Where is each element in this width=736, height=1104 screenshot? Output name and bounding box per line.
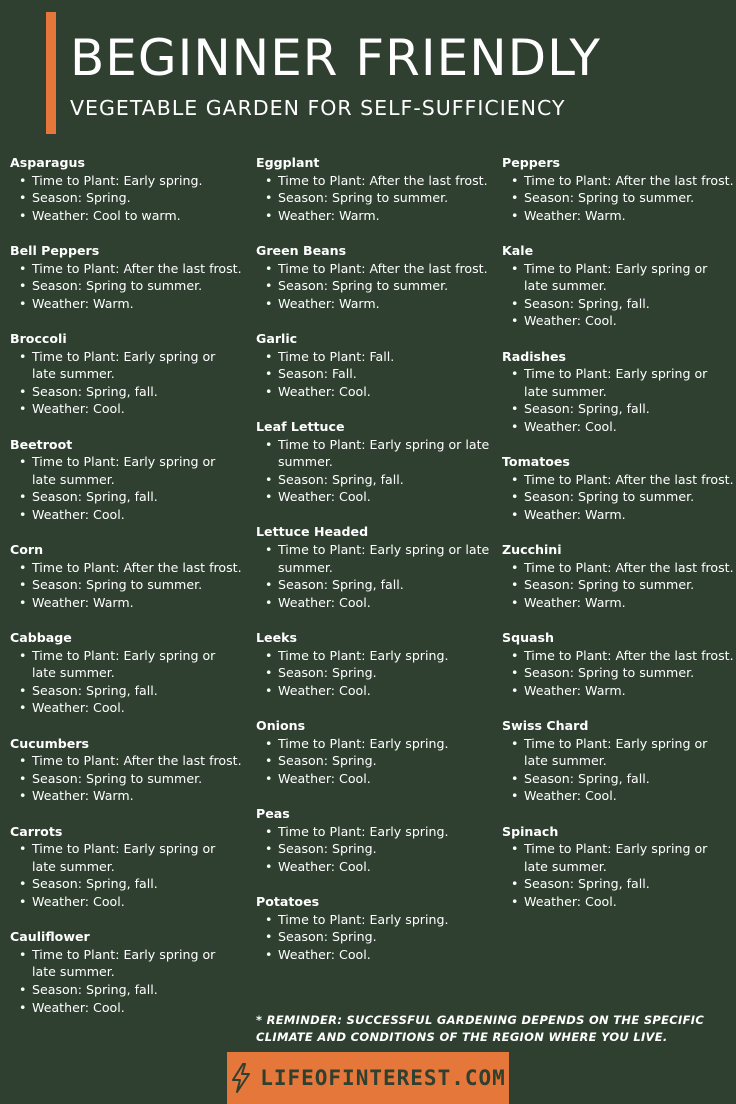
detail-item: • Weather: Cool.	[256, 488, 492, 506]
vegetable-details	[256, 911, 492, 964]
detail-item: • Season: Spring to summer.	[502, 576, 734, 594]
vegetable-details	[10, 172, 242, 225]
detail-item: • Time to Plant: Early spring or late summer.	[256, 541, 492, 576]
vegetable-details	[10, 260, 242, 313]
vegetable-details	[256, 647, 492, 700]
detail-item: • Time to Plant: Early spring or late summer.	[256, 436, 492, 471]
page-title: BEGINNER FRIENDLY	[70, 29, 601, 87]
detail-item: • Weather: Cool.	[502, 312, 734, 330]
reminder-note: * REMINDER: SUCCESSFUL GARDENING DEPENDS ON THE SPECIFIC CLIMATE AND CONDITIONS OF THE REGION WHERE YOU LIVE.	[256, 1013, 705, 1044]
vegetable-entry	[10, 735, 242, 805]
vegetable-name: Broccoli	[10, 330, 67, 346]
vegetable-name: Spinach	[502, 823, 559, 839]
vegetable-name: Onions	[256, 718, 306, 733]
vegetable-details	[256, 735, 492, 788]
detail-item: • Time to Plant: After the last frost.	[502, 647, 734, 665]
detail-item: • Weather: Warm.	[10, 594, 242, 612]
vegetable-name: Leaf Lettuce	[256, 418, 345, 434]
detail-item: • Time to Plant: After the last frost.	[10, 752, 242, 770]
detail-item: • Time to Plant: After the last frost.	[10, 260, 242, 278]
vegetable-name: Corn	[10, 542, 44, 558]
detail-item: • Weather: Cool.	[10, 506, 242, 524]
detail-item: • Time to Plant: Early spring or late summer.	[10, 647, 242, 682]
detail-item: • Weather: Cool.	[256, 946, 492, 964]
vegetable-name: Peppers	[502, 155, 561, 170]
vegetable-details	[256, 348, 492, 401]
vegetable-details	[502, 260, 734, 330]
vegetable-name: Asparagus	[10, 155, 85, 170]
detail-item: • Weather: Cool.	[10, 400, 242, 418]
detail-item: • Time to Plant: After the last frost.	[10, 559, 242, 577]
vegetable-entry	[502, 629, 734, 699]
detail-item: • Weather: Cool.	[256, 383, 492, 401]
vegetable-details	[502, 559, 734, 612]
detail-item: • Time to Plant: After the last frost.	[256, 172, 492, 190]
detail-item: • Time to Plant: Early spring.	[256, 911, 492, 929]
detail-item: • Season: Fall.	[256, 365, 492, 383]
vegetable-details	[10, 453, 242, 523]
vegetable-entry	[10, 629, 242, 717]
vegetable-details	[10, 946, 242, 1016]
vegetable-entry	[502, 348, 734, 436]
vegetable-entry	[502, 823, 734, 911]
detail-item: • Season: Spring, fall.	[256, 471, 492, 489]
vegetable-name: Green Beans	[256, 242, 347, 258]
detail-item: • Time to Plant: Early spring or late summer.	[502, 735, 734, 770]
detail-item: • Weather: Cool.	[256, 858, 492, 876]
detail-item: • Time to Plant: Early spring or late summer.	[10, 840, 242, 875]
accent-bar	[46, 12, 56, 134]
vegetable-details	[502, 471, 734, 524]
detail-item: • Season: Spring to summer.	[502, 189, 734, 207]
vegetable-entry	[256, 629, 492, 699]
vegetable-name: Zucchini	[502, 542, 562, 558]
detail-item: • Season: Spring, fall.	[256, 576, 492, 594]
vegetable-name: Swiss Chard	[502, 718, 589, 733]
column-2	[256, 154, 492, 981]
vegetable-entry	[10, 154, 242, 224]
vegetable-entry	[502, 717, 734, 805]
detail-item: • Weather: Warm.	[502, 207, 734, 225]
detail-item: • Weather: Cool.	[502, 418, 734, 436]
detail-item: • Season: Spring to summer.	[256, 277, 492, 295]
vegetable-name: Squash	[502, 630, 555, 646]
detail-item: • Weather: Cool.	[502, 787, 734, 805]
vegetable-name: Beetroot	[10, 436, 73, 452]
vegetable-entry	[256, 242, 492, 312]
vegetable-entry	[10, 330, 242, 418]
vegetable-entry	[256, 717, 492, 787]
detail-item: • Weather: Cool.	[10, 699, 242, 717]
vegetable-entry	[502, 541, 734, 611]
detail-item: • Season: Spring to summer.	[502, 664, 734, 682]
vegetable-details	[256, 823, 492, 876]
detail-item: • Time to Plant: Early spring or late summer.	[10, 946, 242, 981]
detail-item: • Season: Spring, fall.	[502, 770, 734, 788]
vegetable-entry	[256, 154, 492, 224]
vegetable-details	[10, 559, 242, 612]
detail-item: • Weather: Cool.	[10, 893, 242, 911]
vegetable-details	[502, 647, 734, 700]
detail-item: • Season: Spring to summer.	[10, 576, 242, 594]
vegetable-name: Eggplant	[256, 155, 320, 170]
vegetable-details	[256, 172, 492, 225]
detail-item: • Weather: Warm.	[10, 295, 242, 313]
vegetable-name: Kale	[502, 242, 534, 258]
column-3	[502, 154, 734, 928]
vegetable-name: Lettuce Headed	[256, 524, 369, 540]
detail-item: • Season: Spring.	[256, 840, 492, 858]
vegetable-entry	[10, 242, 242, 312]
footer-brand: LIFEOFINTEREST.COM	[260, 1066, 506, 1090]
vegetable-name: Radishes	[502, 348, 567, 364]
vegetable-name: Tomatoes	[502, 454, 570, 470]
detail-item: • Season: Spring.	[256, 752, 492, 770]
vegetable-entry	[10, 436, 242, 524]
detail-item: • Season: Spring, fall.	[10, 383, 242, 401]
detail-item: • Time to Plant: Early spring.	[10, 172, 242, 190]
detail-item: • Season: Spring, fall.	[10, 981, 242, 999]
page-subtitle: VEGETABLE GARDEN FOR SELF-SUFFICIENCY	[70, 96, 566, 120]
vegetable-details	[10, 840, 242, 910]
vegetable-entry	[502, 242, 734, 330]
footer-banner[interactable]	[227, 1052, 509, 1104]
vegetable-entry	[10, 928, 242, 1016]
lightning-bolt-icon	[230, 1063, 252, 1093]
vegetable-entry	[502, 453, 734, 523]
vegetable-details	[256, 541, 492, 611]
vegetable-entry	[256, 893, 492, 963]
vegetable-details	[502, 840, 734, 910]
detail-item: • Time to Plant: Early spring.	[256, 647, 492, 665]
detail-item: • Weather: Cool.	[256, 594, 492, 612]
detail-item: • Season: Spring, fall.	[502, 295, 734, 313]
detail-item: • Time to Plant: Early spring or late summer.	[10, 453, 242, 488]
column-1	[10, 154, 242, 1034]
vegetable-name: Cauliflower	[10, 929, 90, 945]
vegetable-details	[10, 647, 242, 717]
detail-item: • Season: Spring to summer.	[502, 488, 734, 506]
vegetable-details	[256, 260, 492, 313]
detail-item: • Weather: Warm.	[10, 787, 242, 805]
detail-item: • Weather: Warm.	[256, 207, 492, 225]
vegetable-entry	[502, 154, 734, 224]
detail-item: • Time to Plant: Early spring.	[256, 823, 492, 841]
vegetable-name: Potatoes	[256, 893, 320, 909]
vegetable-name: Carrots	[10, 823, 63, 839]
detail-item: • Season: Spring to summer.	[10, 277, 242, 295]
detail-item: • Weather: Warm.	[502, 682, 734, 700]
detail-item: • Time to Plant: Early spring or late summer.	[502, 365, 734, 400]
vegetable-entry	[10, 823, 242, 911]
vegetable-name: Bell Peppers	[10, 242, 100, 258]
detail-item: • Season: Spring.	[256, 928, 492, 946]
vegetable-details	[10, 348, 242, 418]
detail-item: • Season: Spring, fall.	[502, 400, 734, 418]
detail-item: • Time to Plant: Early spring or late summer.	[502, 260, 734, 295]
detail-item: • Weather: Warm.	[256, 295, 492, 313]
detail-item: • Weather: Warm.	[502, 506, 734, 524]
vegetable-details	[10, 752, 242, 805]
vegetable-name: Peas	[256, 805, 290, 821]
detail-item: • Season: Spring to summer.	[256, 189, 492, 207]
detail-item: • Season: Spring.	[256, 664, 492, 682]
vegetable-name: Cabbage	[10, 630, 72, 646]
detail-item: • Season: Spring, fall.	[10, 488, 242, 506]
detail-item: • Time to Plant: After the last frost.	[502, 172, 734, 190]
vegetable-name: Garlic	[256, 330, 298, 346]
detail-item: • Season: Spring to summer.	[10, 770, 242, 788]
vegetable-details	[502, 172, 734, 225]
detail-item: • Weather: Cool to warm.	[10, 207, 242, 225]
detail-item: • Season: Spring.	[10, 189, 242, 207]
vegetable-name: Cucumbers	[10, 735, 90, 751]
detail-item: • Season: Spring, fall.	[502, 875, 734, 893]
detail-item: • Weather: Cool.	[256, 770, 492, 788]
detail-item: • Time to Plant: Early spring.	[256, 735, 492, 753]
vegetable-entry	[256, 418, 492, 506]
detail-item: • Time to Plant: Early spring or late summer.	[10, 348, 242, 383]
vegetable-details	[502, 365, 734, 435]
detail-item: • Time to Plant: After the last frost.	[256, 260, 492, 278]
detail-item: • Time to Plant: Fall.	[256, 348, 492, 366]
detail-item: • Season: Spring, fall.	[10, 875, 242, 893]
vegetable-details	[502, 735, 734, 805]
detail-item: • Weather: Cool.	[256, 682, 492, 700]
detail-item: • Weather: Cool.	[10, 999, 242, 1017]
detail-item: • Time to Plant: Early spring or late summer.	[502, 840, 734, 875]
detail-item: • Weather: Cool.	[502, 893, 734, 911]
detail-item: • Weather: Warm.	[502, 594, 734, 612]
vegetable-entry	[10, 541, 242, 611]
detail-item: • Time to Plant: After the last frost.	[502, 471, 734, 489]
vegetable-entry	[256, 523, 492, 611]
detail-item: • Season: Spring, fall.	[10, 682, 242, 700]
vegetable-entry	[256, 805, 492, 875]
detail-item: • Time to Plant: After the last frost.	[502, 559, 734, 577]
vegetable-entry	[256, 330, 492, 400]
vegetable-details	[256, 436, 492, 506]
vegetable-name: Leeks	[256, 630, 297, 646]
